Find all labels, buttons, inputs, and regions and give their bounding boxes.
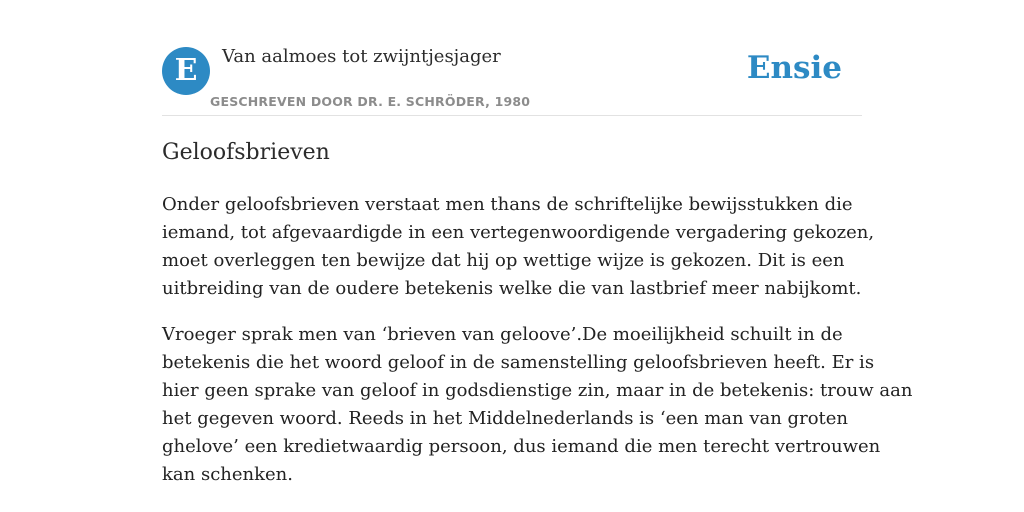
paragraph-line: het gegeven woord. Reeds in het Middelnederlands is ‘een man van groten <box>162 408 849 429</box>
paragraph-line: uitbreiding van de oudere betekenis welke die van lastbrief meer nabijkomt. <box>162 278 862 299</box>
entry-body <box>162 191 913 507</box>
paragraph-line: Onder geloofsbrieven verstaat men thans de schriftelijke bewijsstukken die <box>162 194 853 215</box>
paragraph-line: iemand, tot afgevaardigde in een vertegenwoordigende vergadering gekozen, <box>162 222 875 243</box>
brand-logo[interactable]: Ensie <box>746 50 842 86</box>
paragraph-line: hier geen sprake van geloof in godsdienstige zin, maar in de betekenis: trouw aan <box>162 380 913 401</box>
header <box>162 44 862 116</box>
author-line: GESCHREVEN DOOR DR. E. SCHRÖDER, 1980 <box>210 94 531 109</box>
paragraph-line: betekenis die het woord geloof in de samenstelling geloofsbrieven heeft. Er is <box>162 352 875 373</box>
paragraph-line: ghelove’ een kredietwaardig persoon, dus iemand die men terecht vertrouwen <box>162 436 881 457</box>
paragraph-line: moet overleggen ten bewijze dat hij op wettige wijze is gekozen. Dit is een <box>162 250 845 271</box>
paragraph-1 <box>162 191 875 303</box>
ensie-logo-icon[interactable]: E <box>162 47 210 95</box>
paragraph-line: Vroeger sprak men van ‘brieven van geloove’.De moeilijkheid schuilt in de <box>162 324 843 345</box>
paragraph-line: kan schenken. <box>162 464 293 485</box>
paragraph-2 <box>162 321 913 489</box>
book-title-link[interactable]: Van aalmoes tot zwijntjesjager <box>222 46 501 67</box>
entry-title: Geloofsbrieven <box>162 140 330 165</box>
